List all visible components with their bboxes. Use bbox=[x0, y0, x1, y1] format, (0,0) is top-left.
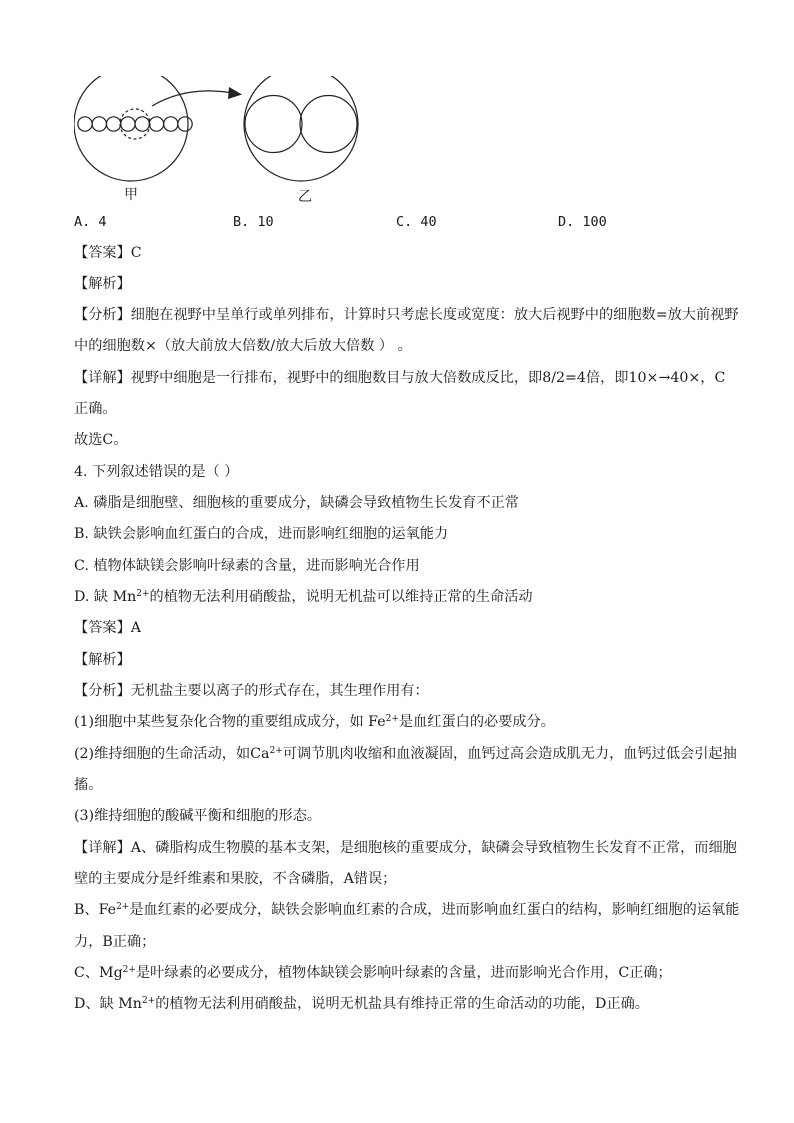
q4-point-2-sup: 2+ bbox=[269, 746, 283, 756]
arrow-head bbox=[228, 87, 242, 99]
arrow-curve bbox=[152, 91, 238, 106]
q4-point-1-sup: 2+ bbox=[385, 714, 399, 724]
q4-xiangjie-b-sup: 2+ bbox=[116, 902, 130, 912]
q4-point-2-line2: 搐。 bbox=[74, 777, 103, 793]
q4-xiangjie-c bbox=[74, 963, 672, 983]
q4-point-1-post: 是血红蛋白的必要成分。 bbox=[398, 714, 555, 730]
q3-analysis-title: 【解析】 bbox=[74, 276, 131, 292]
q4-xiangjie-d-post: 的植物无法利用硝酸盐，说明无机盐具有维持正常的生命活动的功能，D正确。 bbox=[155, 996, 649, 1012]
q4-point-2-post: 可调节肌肉收缩和血液凝固，血钙过高会造成肌无力，血钙过低会引起抽 bbox=[282, 746, 737, 762]
q4-point-3: (3)维持细胞的酸碱平衡和细胞的形态。 bbox=[74, 808, 322, 824]
q4-xiangjie-d-sup: 2+ bbox=[141, 996, 156, 1006]
label-yi: 乙 bbox=[298, 189, 312, 205]
cell-8 bbox=[178, 117, 192, 131]
q4-point-1 bbox=[74, 712, 555, 732]
q4-xiangjie-d bbox=[74, 994, 649, 1014]
q4-xiangjie-b-line2: 力，B正确； bbox=[74, 934, 156, 950]
cell-6 bbox=[149, 117, 163, 131]
q4-xiangjie-d-pre: D、缺 Mn bbox=[74, 996, 142, 1012]
q3-option-a: A. 4 bbox=[74, 214, 107, 230]
q4-option-d bbox=[74, 587, 533, 607]
cell-large-1 bbox=[245, 96, 302, 153]
q4-option-a: A. 磷脂是细胞壁、细胞核的重要成分，缺磷会导致植物生长发育不正常 bbox=[74, 495, 519, 511]
q4-option-d-pre: D. 缺 Mn bbox=[74, 589, 137, 605]
cell-4 bbox=[121, 117, 135, 131]
cell-5 bbox=[135, 117, 149, 131]
microscope-figure bbox=[74, 76, 374, 206]
q4-xiangjie-b bbox=[74, 900, 739, 920]
cell-7 bbox=[164, 117, 178, 131]
q4-xiangjie-c-sup: 2+ bbox=[122, 965, 136, 975]
q4-xiangjie-c-pre: C、Mg bbox=[74, 965, 123, 981]
q4-question: 4. 下列叙述错误的是（ ） bbox=[74, 464, 239, 480]
q4-fenxi: 【分析】无机盐主要以离子的形式存在，其生理作用有： bbox=[74, 683, 429, 699]
q4-option-d-sup: 2+ bbox=[136, 589, 150, 599]
q4-xiangjie-b-pre: B、Fe bbox=[74, 902, 117, 918]
q3-option-d: D. 100 bbox=[558, 214, 607, 230]
q4-analysis-title: 【解析】 bbox=[74, 652, 131, 668]
cell-1 bbox=[78, 117, 92, 131]
q4-point-2-pre: (2)维持细胞的生命活动，如Ca bbox=[74, 746, 270, 762]
q3-xiangjie-line2: 正确。 bbox=[74, 401, 117, 417]
q3-answer: 【答案】C bbox=[74, 245, 142, 261]
q4-xiangjie-c-post: 是叶绿素的必要成分，植物体缺镁会影响叶绿素的含量，进而影响光合作用，C正确； bbox=[135, 965, 672, 981]
q3-xiangjie-line1: 【详解】视野中细胞是一行排布，视野中的细胞数目与放大倍数成反比，即8/2=4倍，即10×→40×，C bbox=[74, 370, 726, 386]
q4-point-2 bbox=[74, 744, 737, 764]
q3-fenxi-line2: 中的细胞数×（放大前放大倍数/放大后放大倍数 ） 。 bbox=[74, 338, 412, 354]
field-yi-circle bbox=[244, 76, 358, 181]
q3-fenxi-line1: 【分析】细胞在视野中呈单行或单列排布，计算时只考虑长度或宽度：放大后视野中的细胞数=放大前视野 bbox=[74, 307, 739, 323]
q3-conclusion: 故选C。 bbox=[74, 432, 128, 448]
q4-xiangjie-a-line2: 壁的主要成分是纤维素和果胶，不含磷脂，A错误； bbox=[74, 871, 397, 887]
q3-option-b: B. 10 bbox=[233, 214, 274, 230]
q4-xiangjie-b-post: 是血红素的必要成分，缺铁会影响血红素的合成，进而影响血红蛋白的结构，影响红细胞的运氧能 bbox=[129, 902, 740, 918]
q4-xiangjie-a-line1: 【详解】A、磷脂构成生物膜的基本支架，是细胞核的重要成分，缺磷会导致植物生长发育不正常，而细胞 bbox=[74, 840, 737, 856]
label-jia: 甲 bbox=[124, 187, 138, 203]
q4-option-d-post: 的植物无法利用硝酸盐，说明无机盐可以维持正常的生命活动 bbox=[149, 589, 533, 605]
cell-large-2 bbox=[300, 96, 357, 153]
q4-answer: 【答案】A bbox=[74, 620, 141, 636]
q4-option-c: C. 植物体缺镁会影响叶绿素的含量，进而影响光合作用 bbox=[74, 558, 420, 574]
q3-option-c: C. 40 bbox=[396, 214, 437, 230]
cell-3 bbox=[106, 117, 120, 131]
field-of-view-diagram bbox=[74, 76, 374, 206]
cell-2 bbox=[92, 117, 106, 131]
q4-point-1-pre: (1)细胞中某些复杂化合物的重要组成成分，如 Fe bbox=[74, 714, 386, 730]
q4-option-b: B. 缺铁会影响血红蛋白的合成，进而影响红细胞的运氧能力 bbox=[74, 526, 449, 542]
